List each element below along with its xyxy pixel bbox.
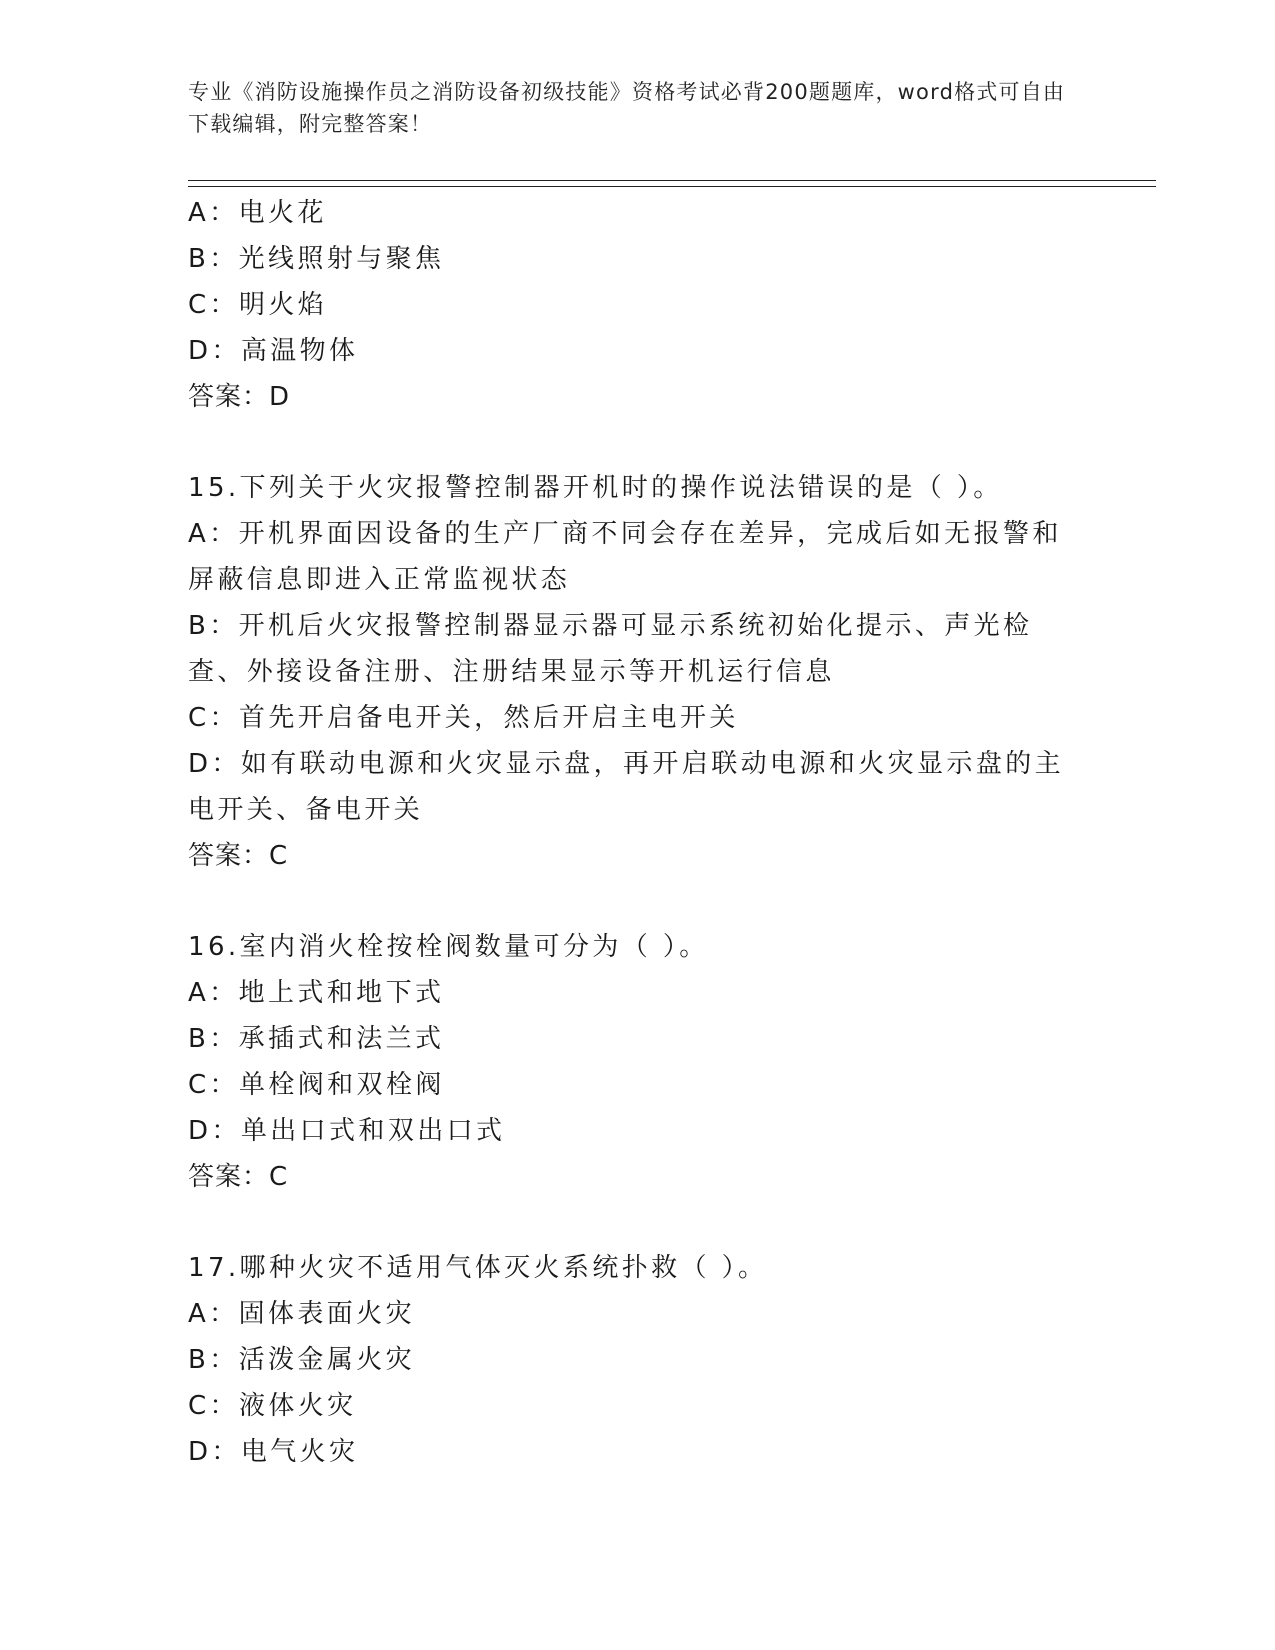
header-divider bbox=[188, 180, 1156, 187]
option-c: C：首先开启备电开关，然后开启主电开关 bbox=[188, 703, 739, 733]
option-b: B：承插式和法兰式 bbox=[188, 1024, 445, 1054]
question-block-17 bbox=[188, 1245, 1088, 1475]
question-block-16 bbox=[188, 924, 1088, 1200]
option-a: A：开机界面因设备的生产厂商不同会存在差异，完成后如无报警和屏蔽信息即进入正常监视状态 bbox=[188, 519, 1062, 595]
option-b: B：开机后火灾报警控制器显示器可显示系统初始化提示、声光检查、外接设备注册、注册结果显示等开机运行信息 bbox=[188, 611, 1033, 687]
question-text: 16.室内消火栓按栓阀数量可分为（ ）。 bbox=[188, 932, 709, 962]
option-a: A：固体表面火灾 bbox=[188, 1299, 415, 1329]
option-c: C：液体火灾 bbox=[188, 1391, 357, 1421]
option-d: D：单出口式和双出口式 bbox=[188, 1116, 506, 1146]
option-d: D：高温物体 bbox=[188, 336, 359, 366]
answer-line: 答案：C bbox=[188, 841, 289, 871]
option-c: C：单栓阀和双栓阀 bbox=[188, 1070, 445, 1100]
question-text: 17.哪种火灾不适用气体灭火系统扑救（ ）。 bbox=[188, 1253, 768, 1283]
option-d: D：如有联动电源和火灾显示盘，再开启联动电源和火灾显示盘的主电开关、备电开关 bbox=[188, 749, 1065, 825]
answer-line: 答案：D bbox=[188, 382, 291, 412]
question-block-14 bbox=[188, 190, 1088, 420]
document-header: 专业《消防设施操作员之消防设备初级技能》资格考试必背200题题库，word格式可自由下载编辑，附完整答案！ bbox=[188, 80, 1066, 136]
option-c: C：明火焰 bbox=[188, 290, 328, 320]
option-d: D：电气火灾 bbox=[188, 1437, 359, 1467]
question-list bbox=[188, 190, 1088, 1475]
question-block-15 bbox=[188, 465, 1088, 879]
option-a: A：地上式和地下式 bbox=[188, 978, 445, 1008]
option-a: A：电火花 bbox=[188, 198, 327, 228]
answer-line: 答案：C bbox=[188, 1162, 289, 1192]
option-b: B：活泼金属火灾 bbox=[188, 1345, 416, 1375]
question-text: 15.下列关于火灾报警控制器开机时的操作说法错误的是（ ）。 bbox=[188, 473, 1003, 503]
option-b: B：光线照射与聚焦 bbox=[188, 244, 445, 274]
